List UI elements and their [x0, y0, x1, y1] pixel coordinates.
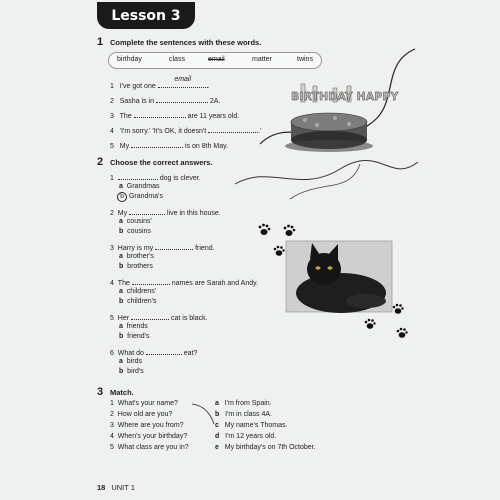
s1-item: [110, 95, 220, 106]
s2-option-b[interactable]: b friend's: [119, 333, 150, 340]
s2-option-a[interactable]: a friends: [119, 323, 148, 330]
s2-question: 2 My live in this house.: [110, 207, 221, 218]
match-question: 1 What's your name?: [110, 400, 178, 407]
item-number: 2: [110, 98, 114, 105]
match-question: 3 Where are you from?: [110, 422, 184, 429]
word-twins: twins: [297, 56, 313, 63]
answer-blank[interactable]: [132, 277, 170, 285]
item-text: My: [119, 143, 130, 150]
s2-question: 6 What do eat?: [110, 347, 197, 358]
answer-blank[interactable]: [155, 242, 193, 250]
word-email: email: [208, 56, 225, 63]
item-number: 4: [110, 128, 114, 135]
filled-answer: email: [174, 76, 192, 83]
word-class: class: [169, 56, 185, 63]
match-answer: a I'm from Spain.: [215, 400, 272, 407]
item-number: 1: [110, 83, 114, 90]
item-text: is on 8th May.: [185, 143, 229, 150]
item-text: Sasha is in: [119, 98, 154, 105]
section-2-title: Choose the correct answers.: [110, 158, 213, 167]
section-1-title: Complete the sentences with these words.: [110, 38, 262, 47]
answer-blank[interactable]: [131, 140, 183, 148]
word-birthday: birthday: [117, 56, 142, 63]
cake-lettering: BIRTHDAY HAPPY: [291, 90, 399, 103]
s1-item: [110, 76, 210, 91]
s2-option-b-selected[interactable]: b Grandma's: [117, 192, 163, 202]
item-text: .: [207, 83, 210, 90]
page-footer: [97, 483, 135, 492]
answer-blank[interactable]: [156, 95, 208, 103]
match-answer: e My birthday's on 7th October.: [215, 444, 316, 451]
item-number: 3: [110, 113, 114, 120]
answer-blank[interactable]: [118, 172, 158, 180]
section-3-number: 3: [97, 386, 104, 398]
paw-prints-icon: [256, 220, 298, 240]
lesson-title: Lesson 3: [97, 2, 195, 29]
match-question: 2 How old are you?: [110, 411, 173, 418]
word-matter: matter: [252, 56, 272, 63]
s2-question: 4 The names are Sarah and Andy.: [110, 277, 258, 288]
s1-item: [110, 110, 239, 121]
page-number: 18: [97, 483, 106, 492]
item-number: 5: [110, 143, 114, 150]
s2-option-a[interactable]: a brother's: [119, 253, 154, 260]
section-3-title: Match.: [110, 388, 134, 397]
match-answer: b I'm in class 4A.: [215, 411, 272, 418]
item-text: .': [258, 128, 262, 135]
item-text: The: [119, 113, 132, 120]
s2-question: 5 Her cat is black.: [110, 312, 208, 323]
s2-option-a[interactable]: a cousins': [119, 218, 152, 225]
s2-option-a[interactable]: a Grandmas: [119, 183, 160, 190]
s1-item: [110, 140, 228, 151]
item-text: 2A.: [209, 98, 221, 105]
item-text: are 11 years old.: [187, 113, 240, 120]
match-question: 4 When's your birthday?: [110, 433, 188, 440]
s2-option-b[interactable]: b brothers: [119, 263, 153, 270]
birthday-cake-image: [283, 82, 399, 154]
answer-blank[interactable]: [158, 76, 208, 88]
s2-option-a[interactable]: a childrens': [119, 288, 157, 295]
section-1-number: 1: [97, 36, 104, 48]
s2-option-b[interactable]: b cousins: [119, 228, 151, 235]
paw-print-icon: [272, 244, 286, 258]
paw-prints-icon: [360, 302, 410, 342]
s2-option-a[interactable]: a birds: [119, 358, 142, 365]
answer-blank[interactable]: [146, 347, 182, 355]
item-text: I've got one: [119, 83, 156, 90]
answer-blank[interactable]: [131, 312, 169, 320]
s2-option-b[interactable]: b bird's: [119, 368, 144, 375]
answer-blank[interactable]: [129, 207, 165, 215]
unit-label: UNIT 1: [111, 483, 135, 492]
s2-question: 1 dog is clever.: [110, 172, 201, 183]
s2-option-b[interactable]: b children's: [119, 298, 157, 305]
match-question: 5 What class are you in?: [110, 444, 189, 451]
item-text: 'I'm sorry.' 'It's OK, it doesn't: [119, 128, 207, 135]
section-2-number: 2: [97, 156, 104, 168]
selected-circle: b: [117, 192, 127, 202]
answer-blank[interactable]: [134, 110, 186, 118]
match-answer: d I'm 12 years old.: [215, 433, 277, 440]
match-answer: c My name's Thomas.: [215, 422, 288, 429]
s2-question: 3 Harry is my friend.: [110, 242, 215, 253]
